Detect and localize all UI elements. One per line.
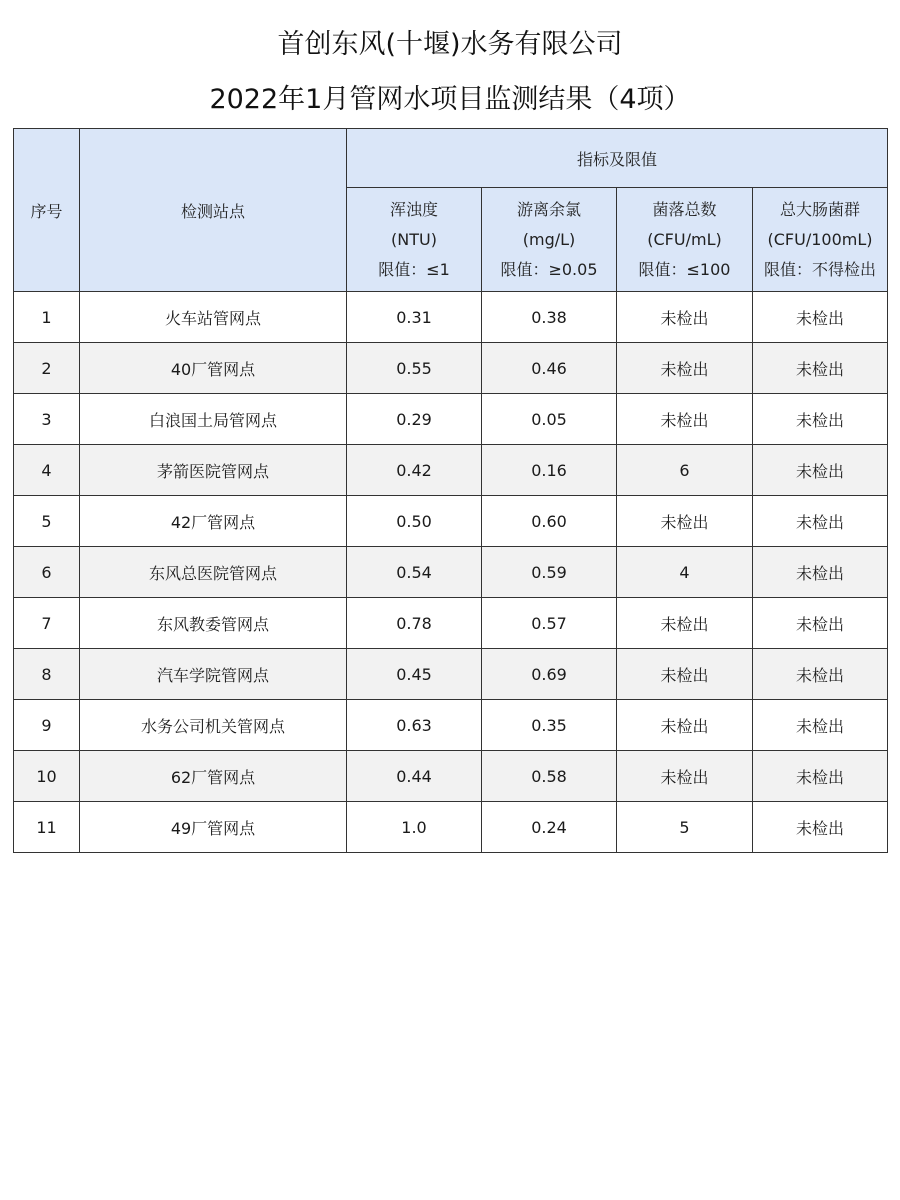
cell-chlorine: 0.57: [482, 598, 617, 649]
cell-coliform: 未检出: [753, 343, 888, 394]
table-row: [14, 343, 888, 394]
cell-colony: 未检出: [617, 751, 753, 802]
indicator-name: 游离余氯: [516, 199, 581, 219]
cell-seq: 11: [14, 802, 80, 853]
cell-turbidity: 0.55: [347, 343, 482, 394]
table-row: [14, 802, 888, 853]
cell-station: 49厂管网点: [80, 802, 347, 853]
cell-station: 水务公司机关管网点: [80, 700, 347, 751]
cell-colony: 5: [617, 802, 753, 853]
cell-chlorine: 0.35: [482, 700, 617, 751]
cell-colony: 未检出: [617, 343, 753, 394]
cell-station: 东风总医院管网点: [80, 547, 347, 598]
cell-seq: 2: [14, 343, 80, 394]
table-row: [14, 751, 888, 802]
indicator-limit: 限值：≤100: [638, 259, 731, 279]
cell-turbidity: 0.63: [347, 700, 482, 751]
cell-chlorine: 0.46: [482, 343, 617, 394]
cell-coliform: 未检出: [753, 802, 888, 853]
header-turbidity: [347, 188, 482, 292]
cell-turbidity: 0.45: [347, 649, 482, 700]
cell-seq: 4: [14, 445, 80, 496]
cell-colony: 未检出: [617, 598, 753, 649]
monitoring-results-table: [13, 128, 888, 853]
table-row: [14, 649, 888, 700]
cell-colony: 未检出: [617, 394, 753, 445]
indicator-unit: (CFU/mL): [647, 229, 722, 249]
cell-seq: 10: [14, 751, 80, 802]
cell-chlorine: 0.38: [482, 292, 617, 343]
cell-colony: 6: [617, 445, 753, 496]
cell-coliform: 未检出: [753, 292, 888, 343]
indicator-limit: 限值：≥0.05: [500, 259, 598, 279]
cell-seq: 8: [14, 649, 80, 700]
cell-seq: 7: [14, 598, 80, 649]
cell-station: 62厂管网点: [80, 751, 347, 802]
cell-coliform: 未检出: [753, 751, 888, 802]
cell-colony: 未检出: [617, 649, 753, 700]
cell-colony: 未检出: [617, 700, 753, 751]
cell-station: 火车站管网点: [80, 292, 347, 343]
document-subtitle: 2022年1月管网水项目监测结果（4项）: [209, 84, 691, 115]
cell-turbidity: 1.0: [347, 802, 482, 853]
cell-chlorine: 0.16: [482, 445, 617, 496]
indicator-limit: 限值：不得检出: [764, 259, 877, 279]
cell-turbidity: 0.54: [347, 547, 482, 598]
cell-coliform: 未检出: [753, 496, 888, 547]
indicator-unit: (NTU): [391, 229, 437, 249]
cell-turbidity: 0.50: [347, 496, 482, 547]
cell-turbidity: 0.31: [347, 292, 482, 343]
document-title: 首创东风(十堰)水务有限公司: [277, 29, 623, 60]
header-row-top: [14, 129, 888, 188]
indicator-limit: 限值：≤1: [378, 259, 450, 279]
header-indicator-group: 指标及限值: [347, 129, 888, 188]
indicator-name: 浑浊度: [389, 199, 438, 219]
table-row: [14, 598, 888, 649]
indicator-unit: (mg/L): [522, 229, 576, 249]
cell-chlorine: 0.58: [482, 751, 617, 802]
cell-colony: 4: [617, 547, 753, 598]
cell-coliform: 未检出: [753, 598, 888, 649]
cell-station: 40厂管网点: [80, 343, 347, 394]
cell-chlorine: 0.05: [482, 394, 617, 445]
table-row: [14, 292, 888, 343]
table-row: [14, 547, 888, 598]
table-row: [14, 445, 888, 496]
cell-coliform: 未检出: [753, 445, 888, 496]
cell-coliform: 未检出: [753, 700, 888, 751]
cell-coliform: 未检出: [753, 649, 888, 700]
cell-colony: 未检出: [617, 496, 753, 547]
header-colony-count: [617, 188, 753, 292]
cell-turbidity: 0.42: [347, 445, 482, 496]
indicator-unit: (CFU/100mL): [767, 229, 873, 249]
cell-turbidity: 0.44: [347, 751, 482, 802]
cell-seq: 5: [14, 496, 80, 547]
cell-chlorine: 0.59: [482, 547, 617, 598]
cell-seq: 6: [14, 547, 80, 598]
cell-station: 汽车学院管网点: [80, 649, 347, 700]
cell-station: 东风教委管网点: [80, 598, 347, 649]
cell-station: 白浪国土局管网点: [80, 394, 347, 445]
cell-turbidity: 0.29: [347, 394, 482, 445]
header-seq: 序号: [14, 129, 80, 292]
table-row: [14, 700, 888, 751]
cell-seq: 1: [14, 292, 80, 343]
table-row: [14, 394, 888, 445]
cell-colony: 未检出: [617, 292, 753, 343]
header-station: 检测站点: [80, 129, 347, 292]
table-row: [14, 496, 888, 547]
cell-chlorine: 0.69: [482, 649, 617, 700]
cell-station: 茅箭医院管网点: [80, 445, 347, 496]
cell-chlorine: 0.24: [482, 802, 617, 853]
indicator-name: 总大肠菌群: [780, 199, 861, 219]
cell-coliform: 未检出: [753, 547, 888, 598]
cell-seq: 9: [14, 700, 80, 751]
header-free-chlorine: [482, 188, 617, 292]
header-total-coliform: [753, 188, 888, 292]
cell-coliform: 未检出: [753, 394, 888, 445]
indicator-name: 菌落总数: [652, 199, 717, 219]
cell-station: 42厂管网点: [80, 496, 347, 547]
cell-turbidity: 0.78: [347, 598, 482, 649]
cell-chlorine: 0.60: [482, 496, 617, 547]
cell-seq: 3: [14, 394, 80, 445]
